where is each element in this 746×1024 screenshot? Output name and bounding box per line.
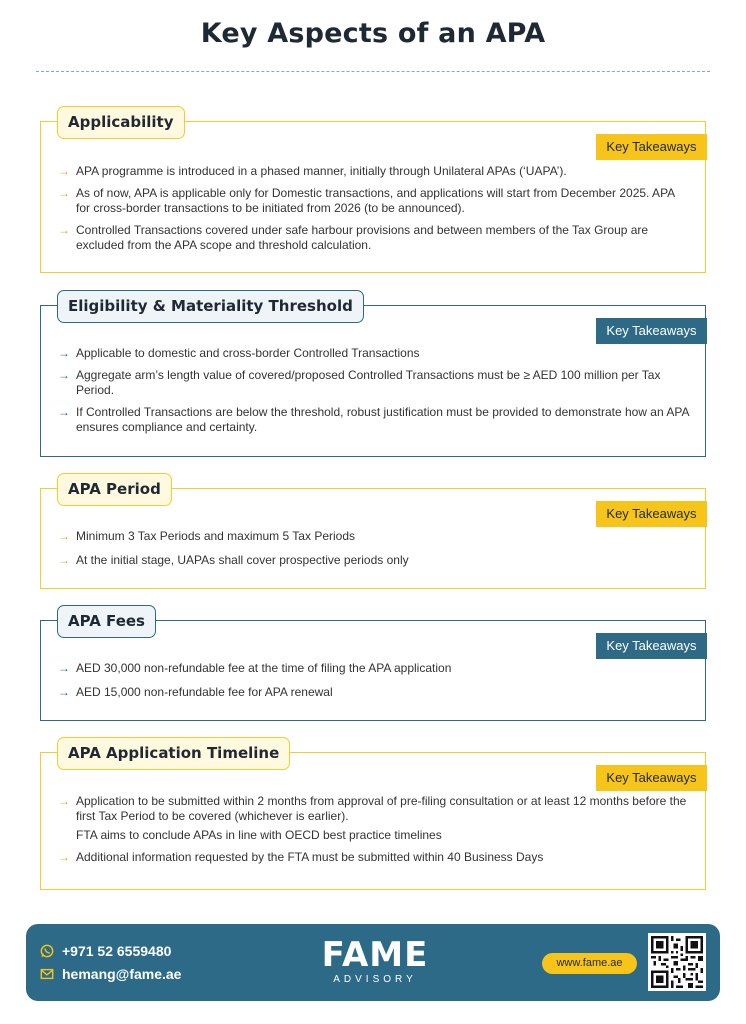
arrow-right-icon: → [58, 685, 70, 699]
phone-contact[interactable] [40, 941, 171, 961]
list-item: → Aggregate arm’s length value of covered/proposed Controlled Transactions must be ≥ AED 100 million per Tax Period. [58, 368, 661, 397]
list-item: → At the initial stage, UAPAs shall cover prospective periods only [58, 553, 409, 567]
key-takeaways-badge: Key Takeaways [596, 765, 706, 791]
arrow-right-icon: → [58, 346, 70, 360]
section-apa-fees [40, 612, 706, 721]
key-takeaways-badge: Key Takeaways [596, 633, 706, 659]
section-applicability [40, 113, 706, 273]
bullet-list [58, 661, 691, 707]
list-item: → Controlled Transactions covered under safe harbour provisions and between members of the Tax Group are excluded from the APA scope and threshold calculation. [58, 223, 649, 252]
arrow-right-icon: → [58, 405, 70, 419]
key-takeaways-badge: Key Takeaways [596, 134, 706, 160]
list-item: → Additional information requested by the FTA must be submitted within 40 Business Days [58, 850, 544, 864]
arrow-right-icon: → [58, 186, 70, 200]
list-item: → AED 30,000 non-refundable fee at the time of filing the APA application [58, 661, 452, 675]
list-item: → If Controlled Transactions are below the threshold, robust justification must be provided to demonstrate how an APA ensures compliance and certainty. [58, 405, 689, 434]
qr-code-icon [648, 933, 706, 991]
list-item: FTA aims to conclude APAs in line with OECD best practice timelines [76, 828, 442, 842]
key-takeaways-badge: Key Takeaways [596, 318, 706, 344]
section-title: APA Application Timeline [57, 737, 290, 770]
section-apa-application-timeline [40, 744, 706, 890]
arrow-right-icon: → [58, 794, 70, 808]
phone-number: +971 52 6559480 [62, 943, 172, 959]
website-link[interactable]: www.fame.ae [542, 953, 637, 974]
key-takeaways-badge: Key Takeaways [596, 501, 706, 527]
logo-main-text: FAME [321, 935, 429, 975]
list-item: → Minimum 3 Tax Periods and maximum 5 Tax Periods [58, 529, 355, 543]
fame-advisory-logo [320, 936, 430, 986]
section-title: Applicability [57, 106, 185, 139]
footer-bar [26, 924, 720, 1001]
arrow-right-icon: → [58, 553, 70, 567]
arrow-right-icon: → [58, 850, 70, 864]
list-item: → As of now, APA is applicable only for Domestic transactions, and applications will start from December 2025. APA for cross-border transactions to be initiated from 2026 (to be announced). [58, 186, 675, 215]
section-eligibility [40, 297, 706, 457]
section-title: APA Period [57, 473, 172, 506]
bullet-list [58, 794, 691, 872]
arrow-right-icon: → [58, 529, 70, 543]
arrow-right-icon: → [58, 164, 70, 178]
bullet-list [58, 529, 691, 575]
section-title: Eligibility & Materiality Threshold [57, 290, 364, 323]
logo-sub-text: ADVISORY [333, 974, 417, 985]
list-item: → APA programme is introduced in a phased manner, initially through Unilateral APAs (‘UAPA’). [58, 164, 567, 178]
page-title: Key Aspects of an APA [200, 18, 546, 49]
arrow-right-icon: → [58, 368, 70, 382]
email-contact[interactable] [40, 964, 181, 984]
bullet-list [58, 346, 691, 442]
list-item: → Applicable to domestic and cross-border Controlled Transactions [58, 346, 420, 360]
email-address: hemang@fame.ae [62, 966, 182, 982]
whatsapp-icon [40, 944, 54, 958]
bullet-list [58, 164, 691, 260]
arrow-right-icon: → [58, 223, 70, 237]
list-item: → AED 15,000 non-refundable fee for APA renewal [58, 685, 333, 699]
section-title: APA Fees [57, 605, 156, 638]
list-item: → Application to be submitted within 2 months from approval of pre-filing consultation or at least 12 months before the first Tax Period to be covered (whichever is earlier). [58, 794, 687, 823]
arrow-right-icon: → [58, 661, 70, 675]
title-divider [36, 71, 710, 72]
mail-icon [40, 967, 54, 981]
section-apa-period [40, 480, 706, 589]
